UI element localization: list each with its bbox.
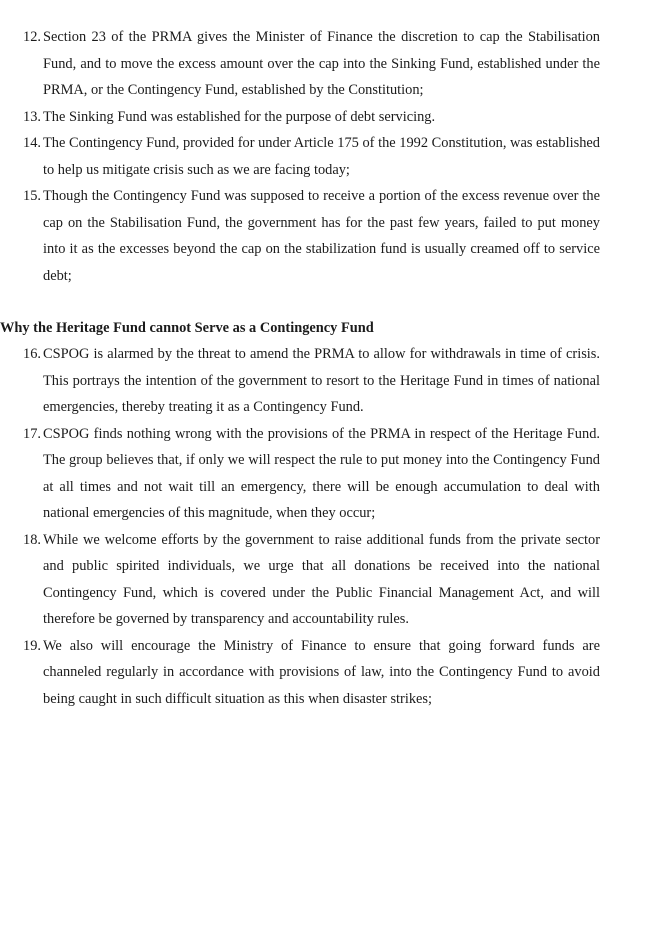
section-heading: Why the Heritage Fund cannot Serve as a Contingency Fund <box>0 320 374 336</box>
item-number: 18. <box>23 531 41 548</box>
item-number: 13. <box>23 108 41 125</box>
item-text: The Sinking Fund was established for the purpose of debt servicing. <box>43 108 436 125</box>
item-text: CSPOG finds nothing wrong with the provisions of the PRMA in respect of the Heritage Fund. The group believes that, if only we will respect the rule to put money into the Contingency Fund at all times and not wait till an emergency, there will be enough accumulation to deal with national emergencies of this magnitude, when they occur; <box>43 425 600 521</box>
list-item <box>0 421 660 527</box>
item-text: Section 23 of the PRMA gives the Minister of Finance the discretion to cap the Stabilisation Fund, and to move the excess amount over the cap into the Sinking Fund, established under the PRMA, or the Contingency Fund, established by the Constitution; <box>43 29 600 98</box>
list-item <box>0 527 660 633</box>
item-number: 17. <box>23 425 41 442</box>
item-number: 15. <box>23 188 41 204</box>
list-item <box>0 183 660 289</box>
item-text: CSPOG is alarmed by the threat to amend the PRMA to allow for withdrawals in time of crisis. This portrays the intention of the government to resort to the Heritage Fund in times of national emergencies, thereby treating it as a Contingency Fund. <box>43 346 600 415</box>
item-number: 19. <box>23 637 41 654</box>
numbered-list-first <box>0 24 660 289</box>
item-number: 14. <box>23 135 41 151</box>
list-item <box>0 24 660 104</box>
item-text: While we welcome efforts by the government to raise additional funds from the private sector and public spirited individuals, we urge that all donations be received into the national Contingency Fund, which is covered under the Public Financial Management Act, and will therefore be governed by transparency and accountability rules. <box>43 531 600 627</box>
list-item <box>0 104 660 131</box>
item-number: 12. <box>23 29 41 45</box>
list-item <box>0 130 660 183</box>
item-text: Though the Contingency Fund was supposed to receive a portion of the excess revenue over the cap on the Stabilisation Fund, the government has for the past few years, failed to put money into it as the excesses beyond the cap on the stabilization fund is usually creamed off to service debt; <box>43 188 600 284</box>
item-text: The Contingency Fund, provided for under Article 175 of the 1992 Constitution, was established to help us mitigate crisis such as we are facing today; <box>43 135 600 178</box>
list-item <box>0 341 660 421</box>
item-text: We also will encourage the Ministry of Finance to ensure that going forward funds are channeled regularly in accordance with provisions of law, into the Contingency Fund to avoid being caught in such difficult situation as this when disaster strikes; <box>43 637 600 707</box>
list-item <box>0 633 660 713</box>
item-number: 16. <box>23 346 41 362</box>
numbered-list-second <box>0 341 660 712</box>
